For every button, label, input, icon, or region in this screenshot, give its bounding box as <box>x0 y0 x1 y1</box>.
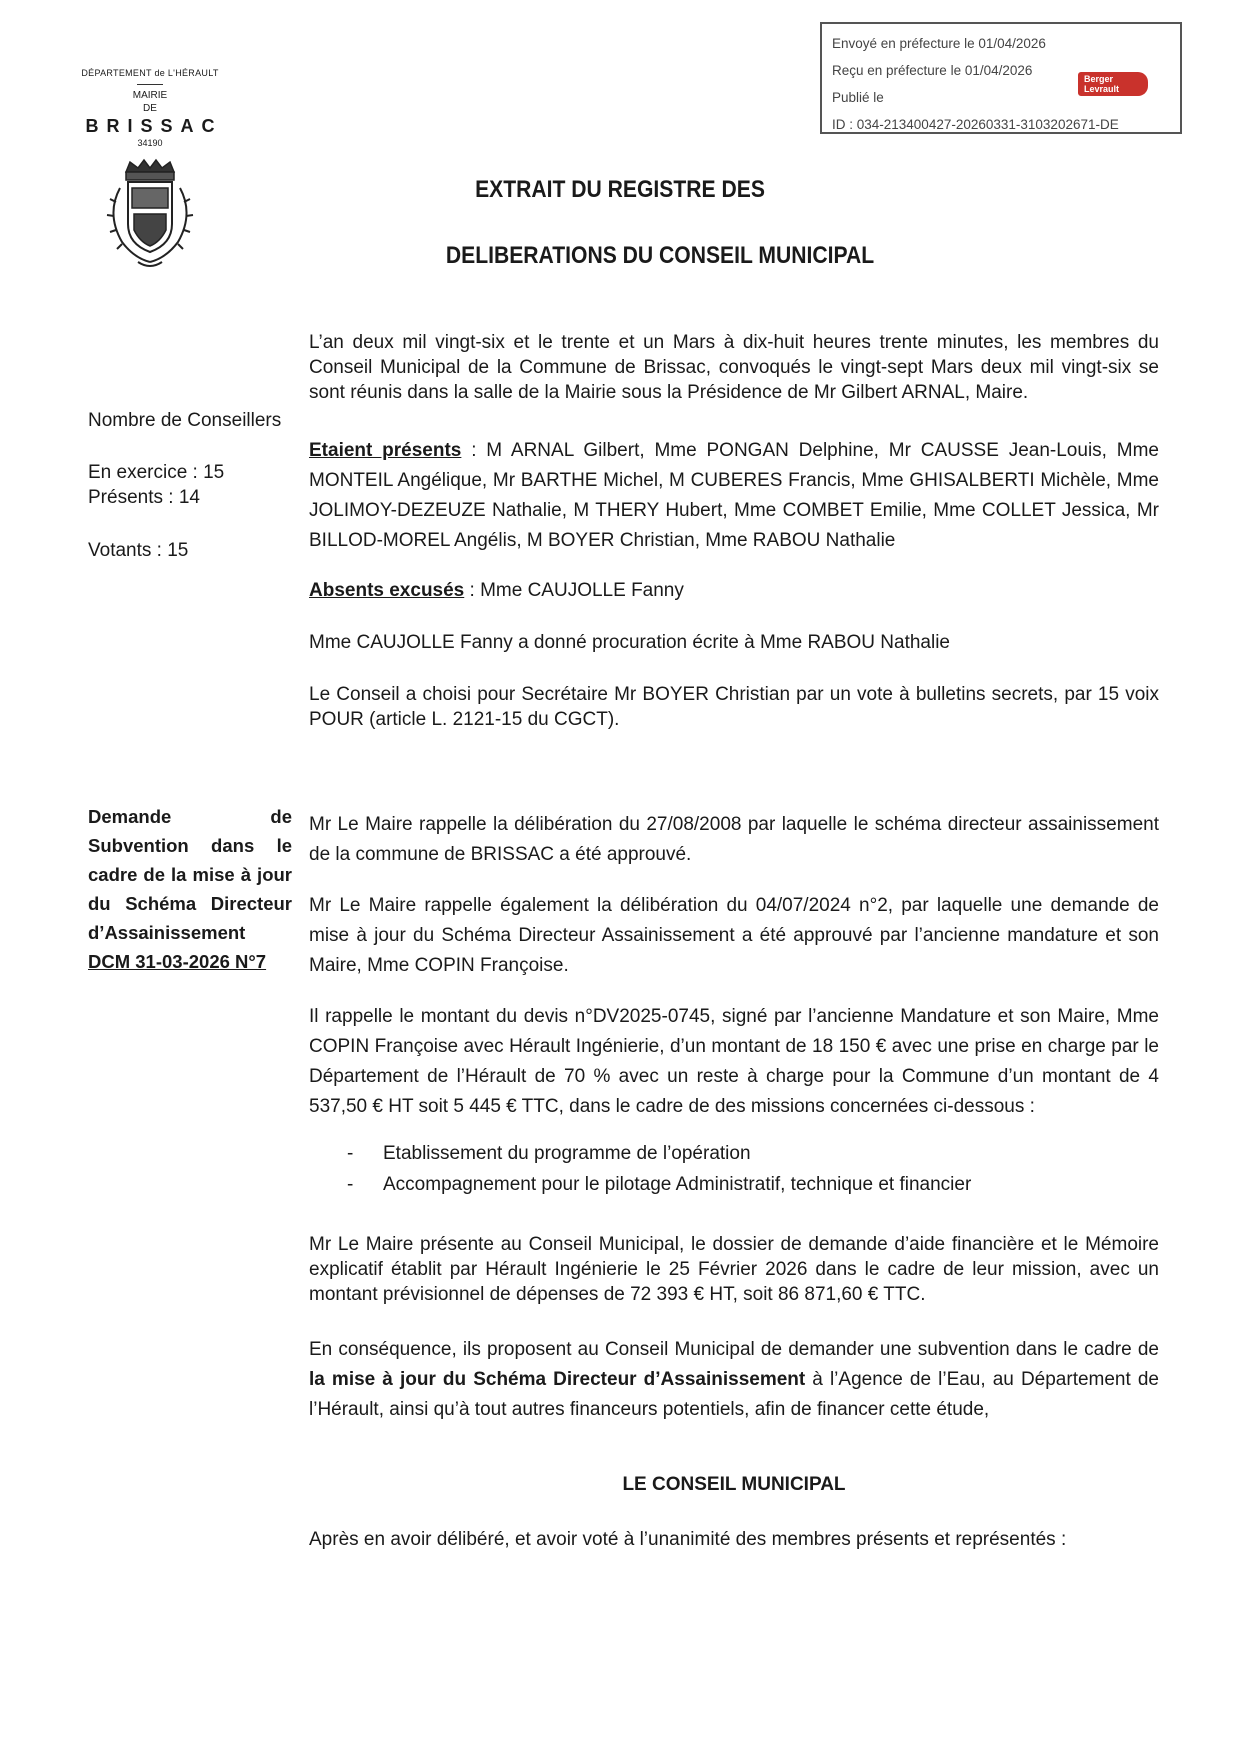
votants-count: Votants : 15 <box>88 540 189 561</box>
stamp-sent: Envoyé en préfecture le 01/04/2026 <box>832 36 1046 51</box>
body-paragraph-2: Mr Le Maire rappelle également la délibération du 04/07/2024 n°2, par laquelle une demande de mise à jour du Schéma Directeur Assainissement a été approuvé par l’ancienne mandature et son Maire, Mme COPIN Françoise. <box>309 895 1159 976</box>
presents-paragraph <box>309 436 1159 556</box>
conseil-heading: LE CONSEIL MUNICIPAL <box>622 1474 846 1495</box>
deliberation-subject <box>88 802 292 976</box>
stamp-received: Reçu en préfecture le 01/04/2026 <box>832 63 1033 78</box>
divider <box>137 84 163 85</box>
document-title-line2: DELIBERATIONS DU CONSEIL MUNICIPAL <box>445 242 875 269</box>
de-label: DE <box>143 103 157 114</box>
stamp-id: ID : 034-213400427-20260331-3103202671-DE <box>832 117 1119 132</box>
en-exercice: En exercice : 15 <box>88 462 225 483</box>
apres-paragraph: Après en avoir délibéré, et avoir voté à l’unanimité des membres présents et représentés : <box>309 1529 1067 1550</box>
prefecture-stamp <box>820 22 1182 134</box>
postal-code: 34190 <box>137 138 163 148</box>
nombre-conseillers: Nombre de Conseillers <box>88 410 282 431</box>
secretaire-paragraph: Le Conseil a choisi pour Secrétaire Mr BOYER Christian par un vote à bulletins secrets, par 15 voix POUR (article L. 2121-15 du CGCT). <box>309 684 1159 730</box>
stamp-published: Publié le <box>832 90 884 105</box>
document-title-line1: EXTRAIT DU REGISTRE DES <box>475 176 765 203</box>
intro-paragraph: L’an deux mil vingt-six et le trente et un Mars à dix-huit heures trente minutes, les membres du Conseil Municipal de la Commune de Brissac, convoqués le vingt-sept Mars deux mil vingt-six se sont réunis dans la salle de la Mairie sous la Présidence de Mr Gilbert ARNAL, Maire. <box>309 332 1159 403</box>
procuration-paragraph: Mme CAUJOLLE Fanny a donné procuration écrite à Mme RABOU Nathalie <box>309 632 950 653</box>
subject-text: Demande de Subvention dans le cadre de la mise à jour du Schéma Directeur d’Assainissement <box>88 806 292 943</box>
body-paragraph-5: En conséquence, ils proposent au Conseil Municipal de demander une subvention dans le cadre de la mise à jour du Schéma Directeur d’Assainissement à l’Agence de l’Eau, au Département de l’Hérault, ainsi qu’à tout autres financeurs potentiels, afin de financer cette étude, <box>309 1339 1159 1420</box>
presents-list: : M ARNAL Gilbert, Mme PONGAN Delphine, Mr CAUSSE Jean-Louis, Mme MONTEIL Angélique, Mr BARTHE Michel, M CUBERES Francis, Mme GHISALBERTI Michèle, Mme JOLIMOY-DEZEUZE Nathalie, M THERY Hubert, Mme COMBET Emilie, Mme COLLET Jessica, Mr BILLOD-MOREL Angélis, M BOYER Christian, Mme RABOU Nathalie <box>309 440 1159 551</box>
coat-of-arms-icon <box>100 158 200 276</box>
absents-list: : Mme CAUJOLLE Fanny <box>464 580 684 601</box>
absents-label: Absents excusés <box>309 580 465 601</box>
mairie-header <box>70 68 230 148</box>
subject-reference: DCM 31-03-2026 N°7 <box>88 951 267 972</box>
absents-paragraph <box>309 578 1159 603</box>
body-paragraph-1: Mr Le Maire rappelle la délibération du 27/08/2008 par laquelle le schéma directeur assainissement de la commune de BRISSAC a été approuvé. <box>309 814 1159 865</box>
berger-levrault-logo: Berger Levrault <box>1078 72 1148 96</box>
mairie-label: MAIRIE <box>132 90 168 101</box>
presents-count: Présents : 14 <box>88 487 200 508</box>
body-paragraph-3: Il rappelle le montant du devis n°DV2025-0745, signé par l’ancienne Mandature et son Maire, Mme COPIN Françoise avec Hérault Ingénierie, d’un montant de 18 150 € avec une prise en charge par le Département de l’Hérault de 70 % avec un reste à charge pour la Commune d’un montant de 4 537,50 € HT soit 5 445 € TTC, dans le cadre de des missions concernées ci-dessous : <box>309 1006 1159 1117</box>
presents-label: Etaient présents <box>309 440 462 461</box>
body-paragraph-4: Mr Le Maire présente au Conseil Municipal, le dossier de demande d’aide financière et le Mémoire explicatif établit par Hérault Ingénierie le 25 Février 2026 dans le cadre de leur mission, avec un montant prévisionnel de dépenses de 72 393 € HT, soit 86 871,60 € TTC. <box>309 1234 1159 1305</box>
department-name: DÉPARTEMENT de L'HÉRAULT <box>81 68 219 78</box>
commune-name: BRISSAC <box>85 116 223 136</box>
